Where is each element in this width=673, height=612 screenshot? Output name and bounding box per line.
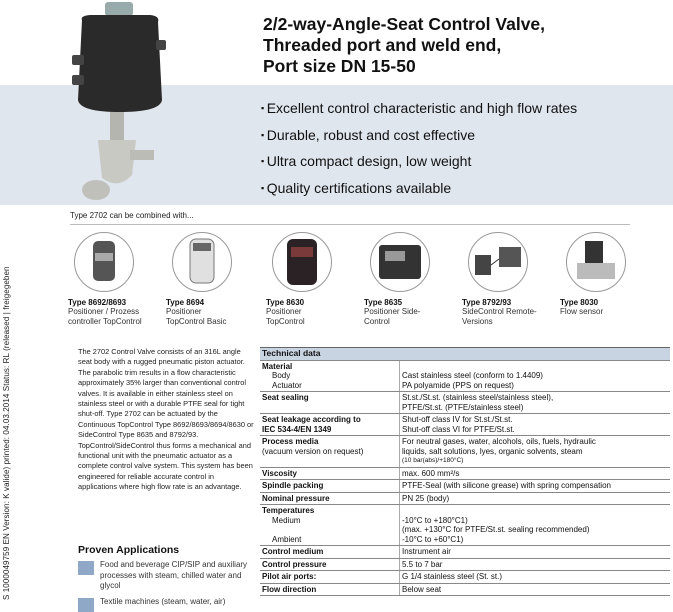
accessory-8635 xyxy=(364,232,464,327)
row-value: For neutral gases, water, alcohols, oils, fuels, hydraulic xyxy=(402,437,596,446)
title-line-2: Threaded port and weld end, xyxy=(263,35,502,55)
positioner-icon xyxy=(172,232,232,292)
accessory-desc-2: TopControl xyxy=(266,317,305,326)
accessory-desc-2: TopControl Basic xyxy=(166,317,227,326)
row-value: max. 600 mm²/s xyxy=(400,467,671,480)
accessory-desc-2: Control xyxy=(364,317,390,326)
positioner-icon xyxy=(74,232,134,292)
row-label: Seat leakage according to xyxy=(262,415,361,424)
row-value: G 1/4 stainless steel (St. st.) xyxy=(400,571,671,584)
row-value: Instrument air xyxy=(400,546,671,559)
row-value: (10 bar(abs)/+180°C) xyxy=(402,457,464,464)
bullet-square-icon xyxy=(78,561,94,575)
combination-divider xyxy=(70,224,630,225)
row-value: (max. +130°C for PTFE/St.st. sealing recommended) xyxy=(402,525,590,534)
row-label: Pilot air ports: xyxy=(260,571,400,584)
row-value: PTFE/St.st. (PTFE/stainless steel) xyxy=(402,402,524,412)
accessory-8792 xyxy=(462,232,562,327)
row-value: liquids, salt solutions, lyes, organic solvents, steam xyxy=(402,446,583,456)
application-item xyxy=(78,560,254,592)
row-value: PA polyamide (PPS on request) xyxy=(402,380,514,390)
row-label: Flow direction xyxy=(260,583,400,596)
accessory-desc-2: controller TopControl xyxy=(68,317,142,326)
row-value: 5.5 to 7 bar xyxy=(400,558,671,571)
document-side-text: S 1000049759 EN Version: K valide) printed: 04.03.2014 Status: RL (released | freigegeben xyxy=(2,266,11,600)
accessory-8694 xyxy=(166,232,266,327)
row-label: Control medium xyxy=(260,546,400,559)
accessory-type: Type 8030 xyxy=(560,298,599,307)
row-label: Seat sealing xyxy=(262,393,309,402)
accessory-type: Type 8635 xyxy=(364,298,403,307)
bullet-square-icon xyxy=(78,598,94,612)
accessory-desc-1: Positioner Side- xyxy=(364,307,421,316)
row-value: PN 25 (body) xyxy=(400,492,671,505)
feature-item: ▪ Quality certifications available xyxy=(261,175,577,202)
technical-data-table xyxy=(260,347,670,596)
row-sublabel: Ambient xyxy=(272,534,302,544)
accessory-type: Type 8792/93 xyxy=(462,298,512,307)
row-value: Shut-off class VI for PTFE/St.st. xyxy=(402,424,515,434)
row-sublabel: (vacuum version on request) xyxy=(262,446,364,456)
row-value: -10°C to +60°C1) xyxy=(402,534,464,544)
row-sublabel: Body xyxy=(272,371,291,380)
valve-product-image xyxy=(70,0,180,210)
proven-applications-title: Proven Applications xyxy=(78,544,180,556)
row-label: Viscosity xyxy=(260,467,400,480)
title-line-1: 2/2-way-Angle-Seat Control Valve, xyxy=(263,14,546,34)
tech-title: Technical data xyxy=(260,348,670,361)
feature-list xyxy=(261,95,577,201)
flow-sensor-icon xyxy=(566,232,626,292)
combination-label: Type 2702 can be combined with... xyxy=(70,211,194,220)
page-title xyxy=(263,14,545,77)
row-value: Shut-off class IV for St.st./St.st. xyxy=(402,415,513,424)
accessory-8630 xyxy=(266,232,366,327)
feature-item: ▪ Durable, robust and cost effective xyxy=(261,122,577,149)
accessory-type: Type 8630 xyxy=(266,298,305,307)
row-label: IEC 534-4/EN 1349 xyxy=(262,424,332,434)
accessory-desc-2: Versions xyxy=(462,317,493,326)
row-sublabel: Actuator xyxy=(272,380,302,390)
feature-item: ▪ Excellent control characteristic and high flow rates xyxy=(261,95,577,122)
accessory-8030 xyxy=(560,232,660,317)
accessory-type: Type 8692/8693 xyxy=(68,298,127,307)
positioner-icon xyxy=(272,232,332,292)
row-value: St.st./St.st. (stainless steel/stainless steel), xyxy=(402,393,554,402)
accessory-desc-1: Positioner / Prozess xyxy=(68,307,140,316)
accessory-desc-1: SideControl Remote- xyxy=(462,307,537,316)
row-label: Material xyxy=(262,361,293,371)
accessory-desc-1: Flow sensor xyxy=(560,307,604,316)
row-label: Temperatures xyxy=(262,506,315,515)
row-value: Cast stainless steel (conform to 1.4409) xyxy=(402,371,543,380)
application-text: Textile machines (steam, water, air) xyxy=(100,597,226,606)
positioner-icon xyxy=(468,232,528,292)
row-label: Spindle packing xyxy=(260,480,400,493)
accessory-type: Type 8694 xyxy=(166,298,205,307)
description-text: The 2702 Control Valve consists of an 316L angle seat body with a rugged pneumatic piston actuator. The parabolic trim results in a flow characteristic approximately 35% larger than conventional control valves. It is available in either stainless steel on stainless steel or with a durable PTFE seal for tight shut-off. Type 2702 can be actuated by the Continuous TopControl Type 8692/8693/8694/8630 or SideControl Type 8635 and 8792/93. TopControl/SideControl thus forms a mechanical and functional unit with the pneumatic actuator as a complete control valve system. This system has been engineered for reliable accurate control in applications where high flow rate is an advantage. xyxy=(78,347,254,492)
application-item xyxy=(78,597,254,608)
row-label: Process media xyxy=(262,437,319,446)
title-line-3: Port size DN 15-50 xyxy=(263,56,416,76)
row-value: PTFE-Seal (with silicone grease) with spring compensation xyxy=(400,480,671,493)
accessory-desc-1: Positioner xyxy=(266,307,302,316)
feature-item: ▪ Ultra compact design, low weight xyxy=(261,148,577,175)
application-text: Food and beverage CIP/SIP and auxiliary processes with steam, chilled water and glycol xyxy=(100,560,248,590)
accessory-8692 xyxy=(68,232,168,327)
row-label: Control pressure xyxy=(260,558,400,571)
row-sublabel: Medium xyxy=(272,515,301,525)
row-label: Nominal pressure xyxy=(260,492,400,505)
row-value: -10°C to +180°C1) xyxy=(402,515,468,525)
positioner-icon xyxy=(370,232,430,292)
row-value: Below seat xyxy=(400,583,671,596)
accessory-desc-1: Positioner xyxy=(166,307,202,316)
